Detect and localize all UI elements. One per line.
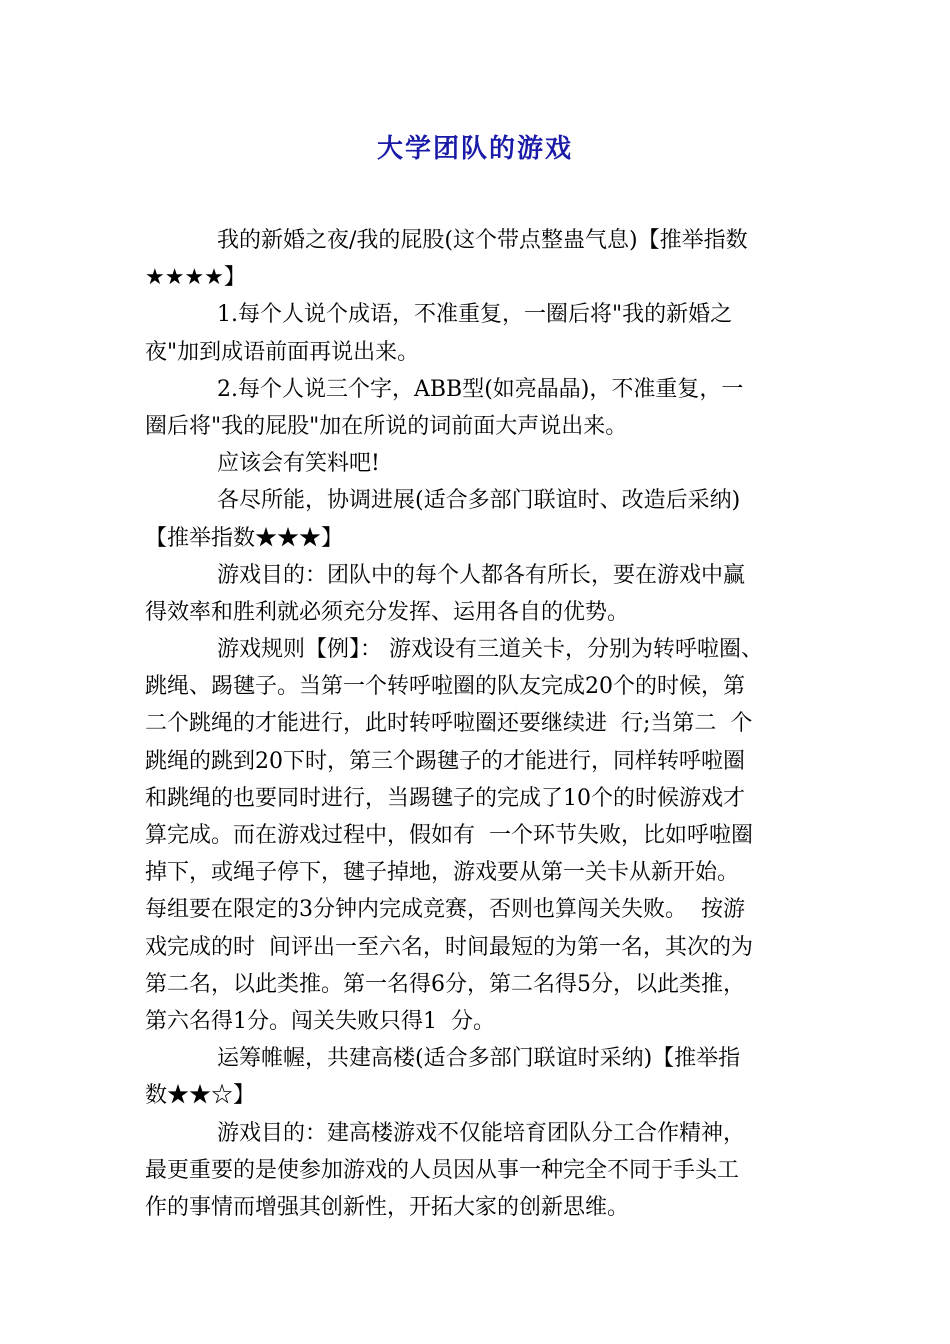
paragraph-line: 每组要在限定的3分钟内完成竞赛，否则也算闯关失败。 按游 [145, 897, 745, 923]
paragraph-line: 跳绳的跳到20下时，第三个踢毽子的才能进行，同样转呼啦圈 [145, 748, 745, 774]
paragraph-line: 2.每个人说三个字，ABB型(如亮晶晶)，不准重复，一 [217, 376, 744, 402]
paragraph-line: 跳绳、踢毽子。当第一个转呼啦圈的队友完成20个的时候，第 [145, 674, 745, 700]
paragraph-line: 游戏规则【例】： 游戏设有三道关卡，分别为转呼啦圈、 [217, 637, 763, 663]
document-body [145, 222, 813, 1226]
paragraph-line: 最更重要的是使参加游戏的人员因从事一种完全不同于手头工 [145, 1157, 740, 1183]
paragraph-line: 各尽所能，协调进展(适合多部门联谊时、改造后采纳) [217, 488, 741, 514]
paragraph-line: 应该会有笑料吧! [217, 451, 380, 477]
paragraph-line: 1.每个人说个成语，不准重复，一圈后将"我的新婚之 [217, 302, 733, 328]
paragraph-line: 第二名，以此类推。第一名得6分，第二名得5分，以此类推， [145, 971, 745, 997]
paragraph-line: 【推举指数★★★】 [145, 525, 344, 551]
page-title: 大学团队的游戏 [376, 134, 573, 164]
paragraph-line: 运筹帷幄，共建高楼(适合多部门联谊时采纳)【推举指 [217, 1046, 741, 1072]
paragraph-line: 第六名得1分。闯关失败只得1 分。 [145, 1008, 495, 1034]
paragraph-line: 戏完成的时 间评出一至六名，时间最短的为第一名，其次的为 [145, 934, 753, 960]
paragraph-line: ★★★★】 [145, 265, 246, 291]
paragraph-line: 数★★☆】 [145, 1083, 256, 1109]
paragraph-line: 我的新婚之夜/我的屁股(这个带点整蛊气息)【推举指数 [217, 228, 748, 253]
paragraph-line: 得效率和胜利就必须充分发挥、运用各自的优势。 [145, 599, 630, 625]
paragraph-line: 圈后将"我的屁股"加在所说的词前面大声说出来。 [145, 413, 628, 439]
paragraph-line: 游戏目的：建高楼游戏不仅能培育团队分工合作精神， [217, 1120, 746, 1146]
paragraph-line: 和跳绳的也要同时进行，当踢毽子的完成了10个的时候游戏才 [145, 785, 745, 811]
paragraph-line: 作的事情而增强其创新性，开拓大家的创新思维。 [145, 1194, 630, 1220]
paragraph-line: 夜"加到成语前面再说出来。 [145, 339, 420, 365]
paragraph-line: 掉下，或绳子停下，毽子掉地，游戏要从第一关卡从新开始。 [145, 860, 740, 886]
paragraph-line: 二个跳绳的才能进行，此时转呼啦圈还要继续进 行;当第二 个 [145, 711, 753, 737]
paragraph-line: 游戏目的：团队中的每个人都各有所长，要在游戏中赢 [217, 562, 746, 588]
paragraph-line: 算完成。而在游戏过程中，假如有 一个环节失败，比如呼啦圈 [145, 823, 753, 848]
